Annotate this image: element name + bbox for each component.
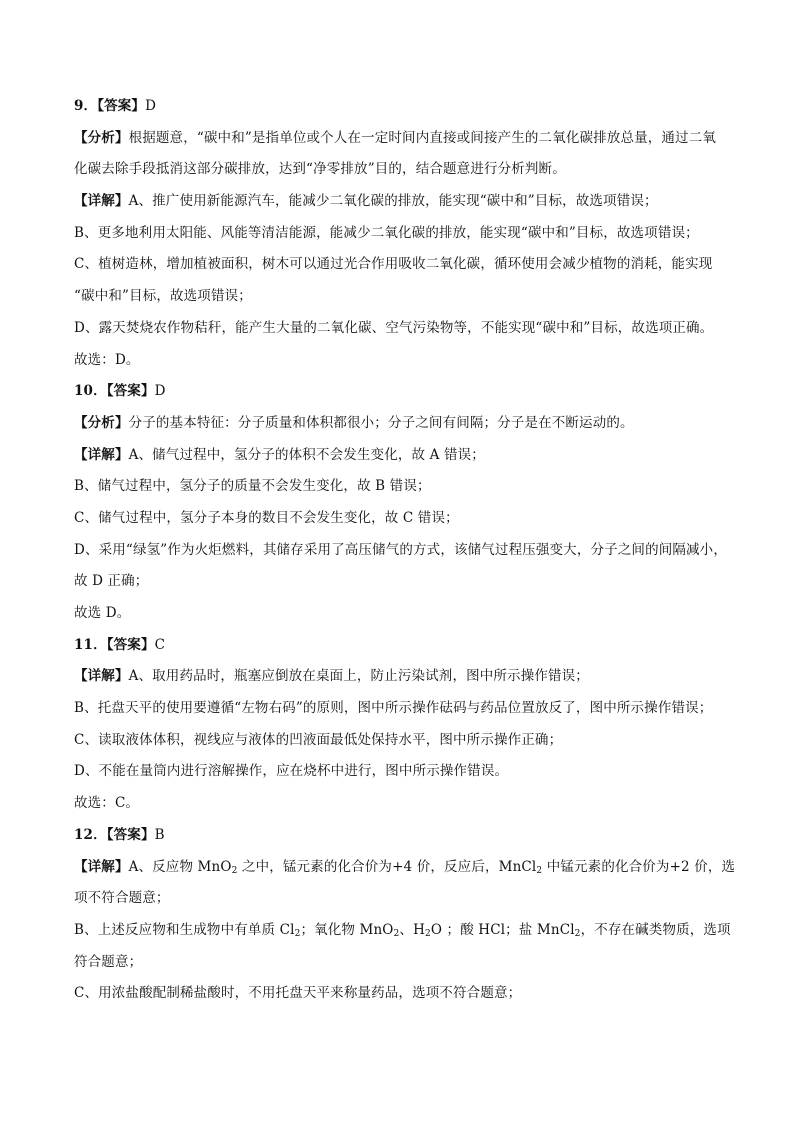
text-line bbox=[74, 952, 738, 972]
text-line bbox=[74, 698, 738, 718]
line-text: 之中，锰元素的化合价为+4 价，反应后，MnCl bbox=[237, 858, 537, 875]
line-text: B、托盘天平的使用要遵循“左物右码”的原则，图中所示操作砝码与药品位置放反了，图中所示操作错误； bbox=[74, 700, 713, 717]
text-line bbox=[74, 286, 738, 306]
text-line bbox=[74, 888, 738, 908]
line-text: ；氧化物 MnO bbox=[300, 921, 394, 938]
text-line bbox=[74, 159, 738, 179]
answer-label: 【答案】 bbox=[97, 98, 146, 114]
text-line bbox=[74, 983, 738, 1003]
text-line bbox=[74, 254, 738, 274]
line-text: B、储气过程中，氢分子的质量不会发生变化，故 B 错误； bbox=[74, 478, 431, 495]
answer-label: 【答案】 bbox=[106, 383, 155, 400]
question-12-header bbox=[74, 825, 738, 845]
question-number: 9． bbox=[74, 98, 98, 114]
question-10-header bbox=[74, 381, 738, 401]
line-text: “碳中和”目标，故选项错误； bbox=[74, 288, 252, 305]
section-tag: 【详解】 bbox=[74, 858, 129, 875]
text-line bbox=[74, 508, 738, 528]
line-text: A、取用药品时，瓶塞应倒放在桌面上，防止污染试剂，图中所示操作错误； bbox=[128, 668, 589, 685]
answer-value: D bbox=[145, 98, 157, 114]
subscript: 2 bbox=[393, 928, 400, 939]
line-text: O ；酸 HCl；盐 MnCl bbox=[430, 921, 575, 938]
line-text: D、不能在量筒内进行溶解操作，应在烧杯中进行，图中所示操作错误。 bbox=[74, 763, 509, 780]
conclusion-line bbox=[74, 793, 738, 813]
text-line bbox=[74, 571, 738, 591]
text-line bbox=[74, 476, 738, 496]
line-text: A、储气过程中，氢分子的体积不会发生变化，故 A 错误； bbox=[128, 446, 485, 463]
subscript: 2 bbox=[536, 865, 543, 876]
section-tag: 【详解】 bbox=[74, 446, 129, 463]
subscript: 2 bbox=[574, 928, 581, 939]
line-text: D、采用“绿氢”作为火炬燃料，其储存采用了高压储气的方式，该储气过程压强变大，分子之间的间隔减小， bbox=[74, 541, 727, 558]
line-text: C、植树造林，增加植被面积，树木可以通过光合作用吸收二氧化碳，循环使用会减少植物的消耗，能实现 bbox=[74, 256, 713, 273]
line-text: 化碳去除手段抵消这部分碳排放，达到“净零排放”目的，结合题意进行分析判断。 bbox=[74, 161, 566, 178]
text-line bbox=[74, 223, 738, 243]
answer-value: B bbox=[154, 826, 165, 843]
line-text: 故选：D。 bbox=[74, 351, 140, 368]
analysis-line bbox=[74, 413, 738, 433]
subscript: 2 bbox=[231, 865, 238, 876]
answer-value: C bbox=[154, 636, 166, 653]
text-line bbox=[74, 540, 738, 560]
conclusion-line bbox=[74, 603, 738, 623]
text-line bbox=[74, 761, 738, 781]
subscript: 2 bbox=[425, 928, 431, 939]
detail-line bbox=[74, 666, 738, 686]
analysis-line bbox=[74, 128, 738, 148]
detail-line bbox=[74, 445, 738, 465]
line-text: A、反应物 MnO bbox=[128, 858, 232, 875]
text-line bbox=[74, 730, 738, 750]
line-text: 符合题意； bbox=[74, 953, 143, 970]
detail-line bbox=[74, 191, 738, 211]
line-text: 分子的基本特征：分子质量和体积都很小；分子之间有间隔；分子是在不断运动的。 bbox=[128, 414, 634, 431]
line-text: C、储气过程中，氢分子本身的数目不会发生变化，故 C 错误； bbox=[74, 509, 459, 526]
answer-label: 【答案】 bbox=[106, 636, 155, 653]
section-tag: 【详解】 bbox=[74, 193, 129, 210]
line-text: C、读取液体体积，视线应与液体的凹液面最低处保持水平，图中所示操作正确； bbox=[74, 731, 563, 748]
answer-value: D bbox=[154, 383, 166, 400]
line-text: 、H bbox=[399, 921, 425, 938]
question-11-header bbox=[74, 635, 738, 655]
line-text: B、更多地利用太阳能、风能等清洁能源，能减少二氧化碳的排放，能实现“碳中和”目标，故选项错误； bbox=[74, 224, 699, 241]
section-tag: 【分析】 bbox=[74, 414, 129, 431]
text-line bbox=[74, 318, 738, 338]
section-tag: 【详解】 bbox=[74, 668, 129, 685]
line-text: D、露天焚烧农作物秸秆，能产生大量的二氧化碳、空气污染物等，不能实现“碳中和”目标，故选项正确。 bbox=[74, 319, 714, 336]
line-text: A、推广使用新能源汽车，能减少二氧化碳的排放，能实现“碳中和”目标，故选项错误； bbox=[128, 193, 658, 210]
answer-label: 【答案】 bbox=[106, 826, 155, 843]
detail-line bbox=[74, 857, 738, 877]
subscript: 2 bbox=[294, 928, 301, 939]
line-text: 中锰元素的化合价为+2 价，选 bbox=[542, 858, 736, 875]
question-number: 12． bbox=[74, 826, 107, 843]
question-number: 11． bbox=[74, 636, 107, 653]
question-number: 10． bbox=[74, 383, 107, 400]
line-text: 故 D 正确； bbox=[74, 573, 149, 590]
line-text: B、上述反应物和生成物中有单质 Cl bbox=[74, 921, 295, 938]
line-text: 根据题意，“碳中和”是指单位或个人在一定时间内直接或间接产生的二氧化碳排放总量，通过二氧 bbox=[128, 129, 717, 146]
question-9-header bbox=[74, 96, 738, 116]
section-tag: 【分析】 bbox=[74, 129, 129, 146]
line-text: C、用浓盐酸配制稀盐酸时，不用托盘天平来称量药品，选项不符合题意； bbox=[74, 985, 522, 1002]
conclusion-line bbox=[74, 350, 738, 370]
line-text: 故选 D。 bbox=[74, 605, 131, 621]
line-text: ，不存在碱类物质，选项 bbox=[580, 921, 731, 938]
line-text: 故选：C。 bbox=[74, 795, 140, 812]
text-line bbox=[74, 920, 738, 940]
line-text: 项不符合题意； bbox=[74, 890, 170, 907]
